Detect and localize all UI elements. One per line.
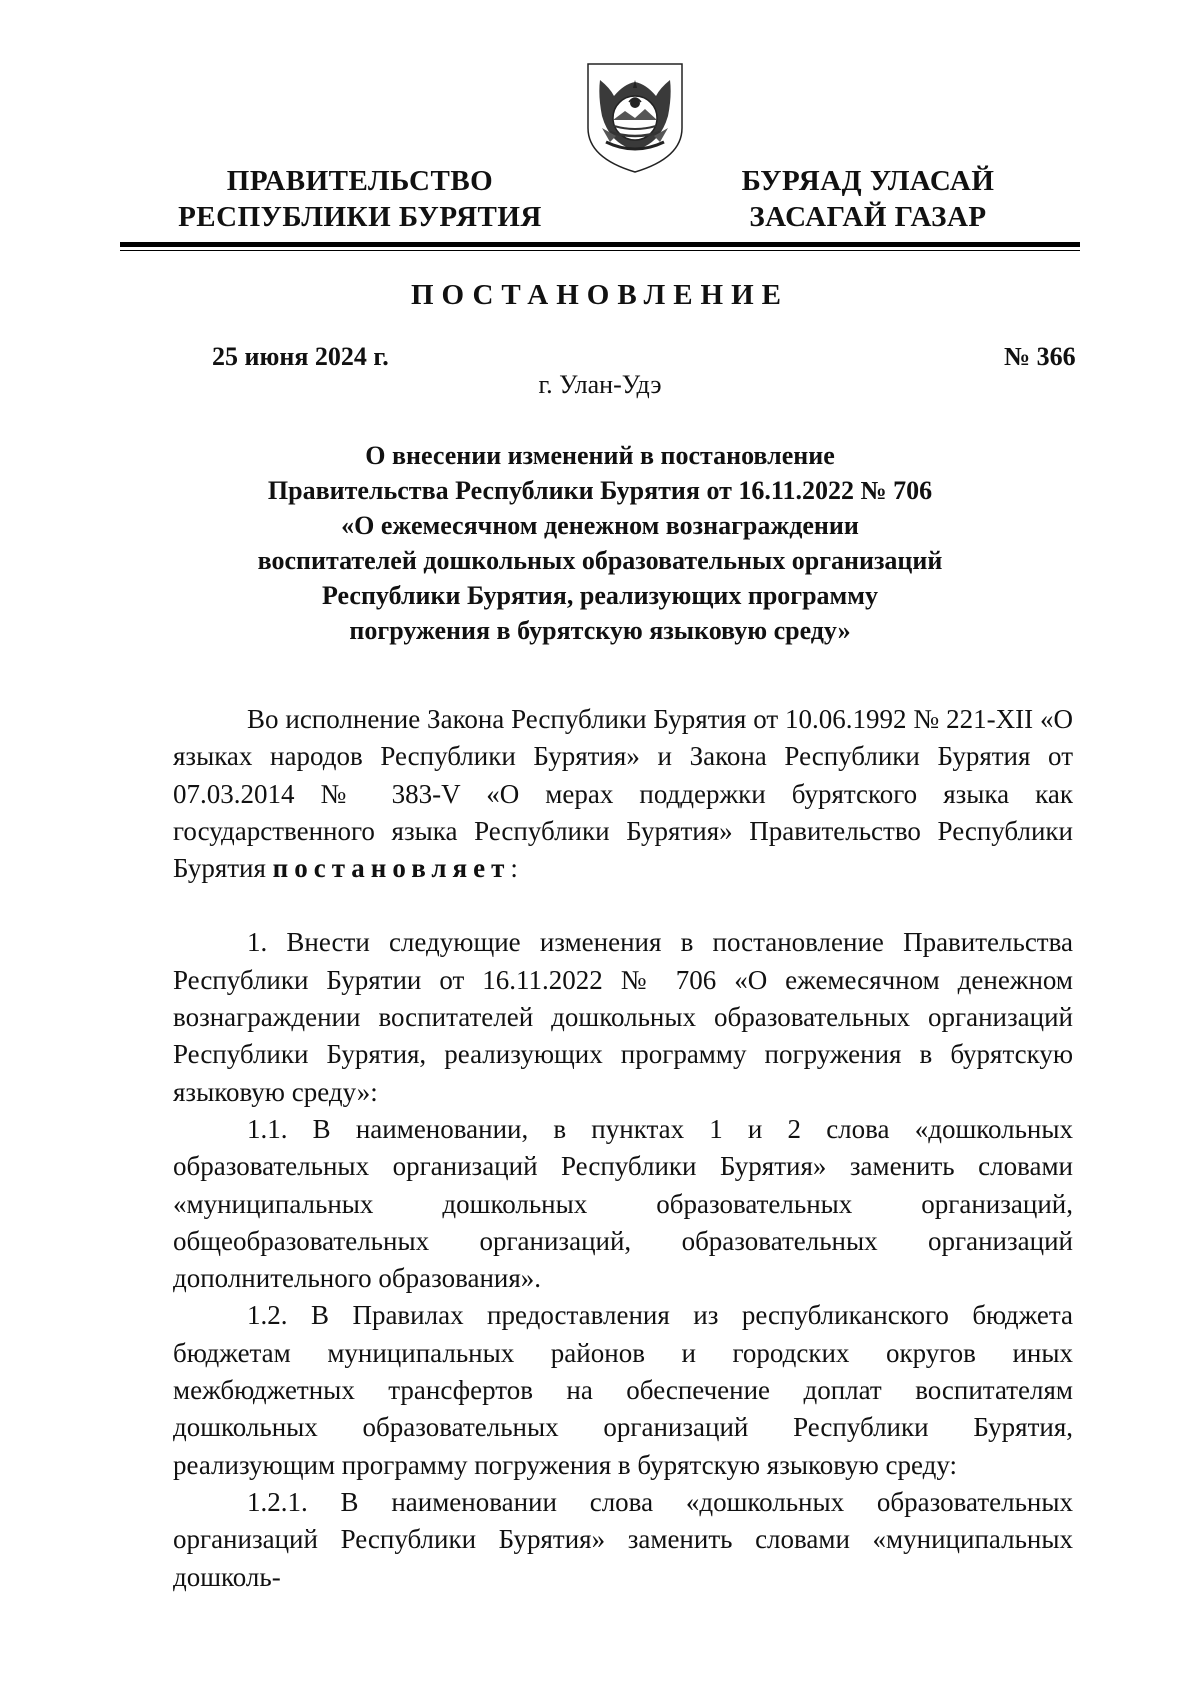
header-rule-thick [120, 242, 1080, 247]
header-right-line2: ЗАСАГАЙ ГАЗАР [749, 201, 987, 233]
preamble-text: Во исполнение Закона Республики Бурятия от 10.06.1992 № 221-XII «О языках народов Республики Бурятия» и Закона Республики Бурятия от 07.03.2014 № 383-V «О мерах поддержки бурятского языка как государственного языка Республики Бурятия» Правительство Республики Бурятия [173, 704, 1073, 884]
title-line: О внесении изменений в постановление [365, 441, 835, 470]
document-type: ПОСТАНОВЛЕНИЕ [410, 279, 789, 311]
paragraph-1-2: 1.2. В Правилах предоставления из республиканского бюджета бюджетам муниципальных районов и городских округов иных межбюджетных трансфертов на обеспечение доплат воспитателям дошкольных образовательных организаций Республики Бурятия, реализующим программу погружения в бурятскую языковую среду: [173, 1300, 1073, 1480]
header-rule-thin [120, 250, 1080, 251]
header-left-line1: ПРАВИТЕЛЬСТВО [226, 165, 494, 197]
header-right-line1: БУРЯАД УЛАСАЙ [741, 165, 995, 197]
document-date: 25 июня 2024 г. [212, 342, 389, 371]
header-left-line2: РЕСПУБЛИКИ БУРЯТИЯ [178, 201, 542, 233]
document-number: № 366 [1004, 342, 1076, 371]
header-right [718, 163, 1018, 235]
document-title [200, 438, 1000, 648]
title-line: воспитателей дошкольных образовательных организаций [257, 546, 943, 575]
paragraph-1-1: 1.1. В наименовании, в пунктах 1 и 2 слова «дошкольных образовательных организаций Республики Бурятия» заменить словами «муниципальных дошкольных образовательных организаций, общеобразовательных организаций, образовательных организаций дополнительного образования». [173, 1113, 1073, 1294]
coat-of-arms-icon [580, 58, 690, 178]
paragraph-1-2-1: 1.2.1. В наименовании слова «дошкольных образовательных организаций Республики Бурятия» заменить словами «муниципальных дошколь- [173, 1486, 1073, 1592]
preamble-paragraph [173, 701, 1073, 887]
decree-colon: : [510, 853, 518, 884]
title-line: Республики Бурятия, реализующих программу [322, 581, 878, 610]
paragraph-1: 1. Внести следующие изменения в постановление Правительства Республики Бурятии от 16.11.2022 № 706 «О ежемесячном денежном вознаграждении воспитателей дошкольных образовательных организаций Республики Бурятия, реализующих программу погружения в бурятскую языковую среду»: [173, 927, 1073, 1107]
document-city: г. Улан-Удэ [538, 370, 662, 399]
document-body [173, 701, 1073, 1596]
title-line: погружения в бурятскую языковую среду» [349, 616, 851, 645]
header-left [170, 163, 550, 235]
title-line: «О ежемесячном денежном вознаграждении [341, 511, 859, 540]
title-line: Правительства Республики Бурятия от 16.11.2022 № 706 [267, 476, 933, 505]
decree-word: постановляет [272, 853, 511, 884]
